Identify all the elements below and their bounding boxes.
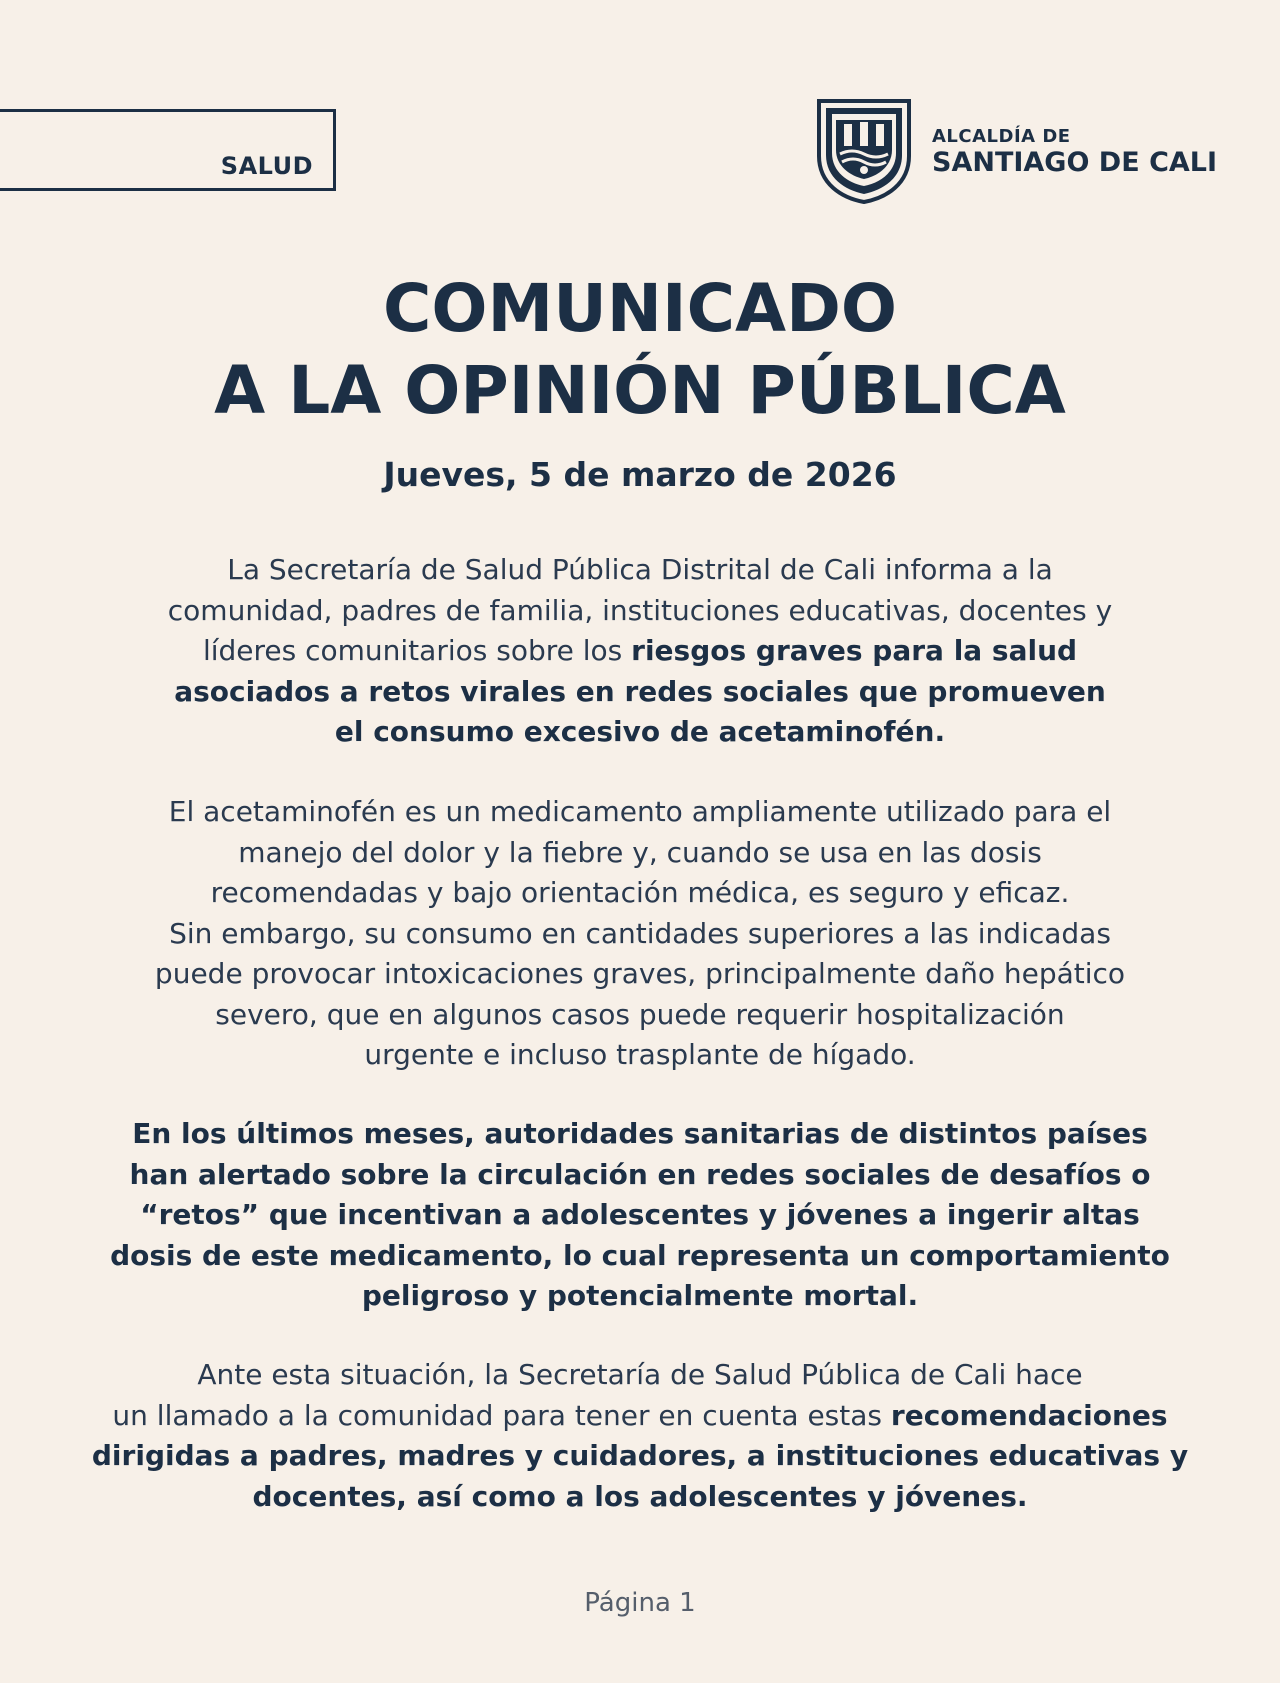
p4-line3: dirigidas a padres, madres y cuidadores, a instituciones educativas y — [91, 1439, 1189, 1472]
p1-line2: comunidad, padres de familia, instituciones educativas, docentes y — [167, 593, 1113, 627]
p4-line4: docentes, así como a los adolescentes y jóvenes. — [252, 1479, 1028, 1513]
page-title — [0, 268, 1280, 432]
org-name-line2: SANTIAGO DE CALI — [932, 147, 1218, 178]
title-line1: COMUNICADO — [382, 270, 897, 347]
title-line2: A LA OPINIÓN PÚBLICA — [214, 352, 1066, 429]
p2-line1: El acetaminofén es un medicamento ampliamente utilizado para el — [168, 795, 1112, 828]
p2-line7: urgente e incluso trasplante de hígado. — [364, 1038, 916, 1071]
org-logo — [816, 98, 1218, 206]
p2-line5: puede provocar intoxicaciones graves, principalmente daño hepático — [154, 957, 1126, 990]
p1-line1: La Secretaría de Salud Pública Distrital de Cali informa a la — [227, 553, 1053, 586]
org-name-line1: ALCALDÍA DE — [932, 126, 1071, 147]
p4-line2-plain: un llamado a la comunidad para tener en cuenta estas — [112, 1398, 891, 1432]
p1-line3 — [90, 631, 1190, 672]
p4-line1: Ante esta situación, la Secretaría de Salud Pública de Cali hace — [197, 1358, 1083, 1391]
p4-line2 — [90, 1396, 1190, 1437]
page-number: Página 1 — [584, 1588, 696, 1618]
paragraph-recommendations — [90, 1355, 1190, 1517]
p3-line3: “retos” que incentivan a adolescentes y jóvenes a ingerir altas — [140, 1198, 1140, 1231]
p4-line2-bold: recomendaciones — [890, 1398, 1168, 1432]
publication-date: Jueves, 5 de marzo de 2026 — [383, 455, 897, 494]
paragraph-medication-info — [90, 792, 1190, 1076]
p1-line4: asociados a retos virales en redes sociales que promueven — [174, 674, 1106, 708]
paragraph-intro — [90, 550, 1190, 753]
p2-line2: manejo del dolor y la fiebre y, cuando se usa en las dosis — [238, 835, 1042, 869]
p2-line3: recomendadas y bajo orientación médica, es seguro y eficaz. — [210, 876, 1070, 909]
p3-line4: dosis de este medicamento, lo cual representa un comportamiento — [110, 1238, 1170, 1272]
section-tag — [0, 109, 336, 191]
paragraph-alert — [90, 1114, 1190, 1317]
p1-line3-plain: líderes comunitarios sobre los — [202, 634, 632, 667]
p1-line5: el consumo excesivo de acetaminofén. — [334, 715, 946, 748]
p3-line1: En los últimos meses, autoridades sanitarias de distintos países — [132, 1117, 1148, 1150]
coat-of-arms-icon — [816, 98, 912, 204]
p2-line4: Sin embargo, su consumo en cantidades superiores a las indicadas — [169, 916, 1111, 950]
section-label: SALUD — [220, 152, 313, 180]
p3-line2: han alertado sobre la circulación en redes sociales de desafíos o — [129, 1157, 1151, 1191]
p2-line6: severo, que en algunos casos puede requerir hospitalización — [215, 997, 1065, 1031]
p3-line5: peligroso y potencialmente mortal. — [361, 1279, 919, 1312]
p1-line3-bold: riesgos graves para la salud — [631, 634, 1078, 667]
